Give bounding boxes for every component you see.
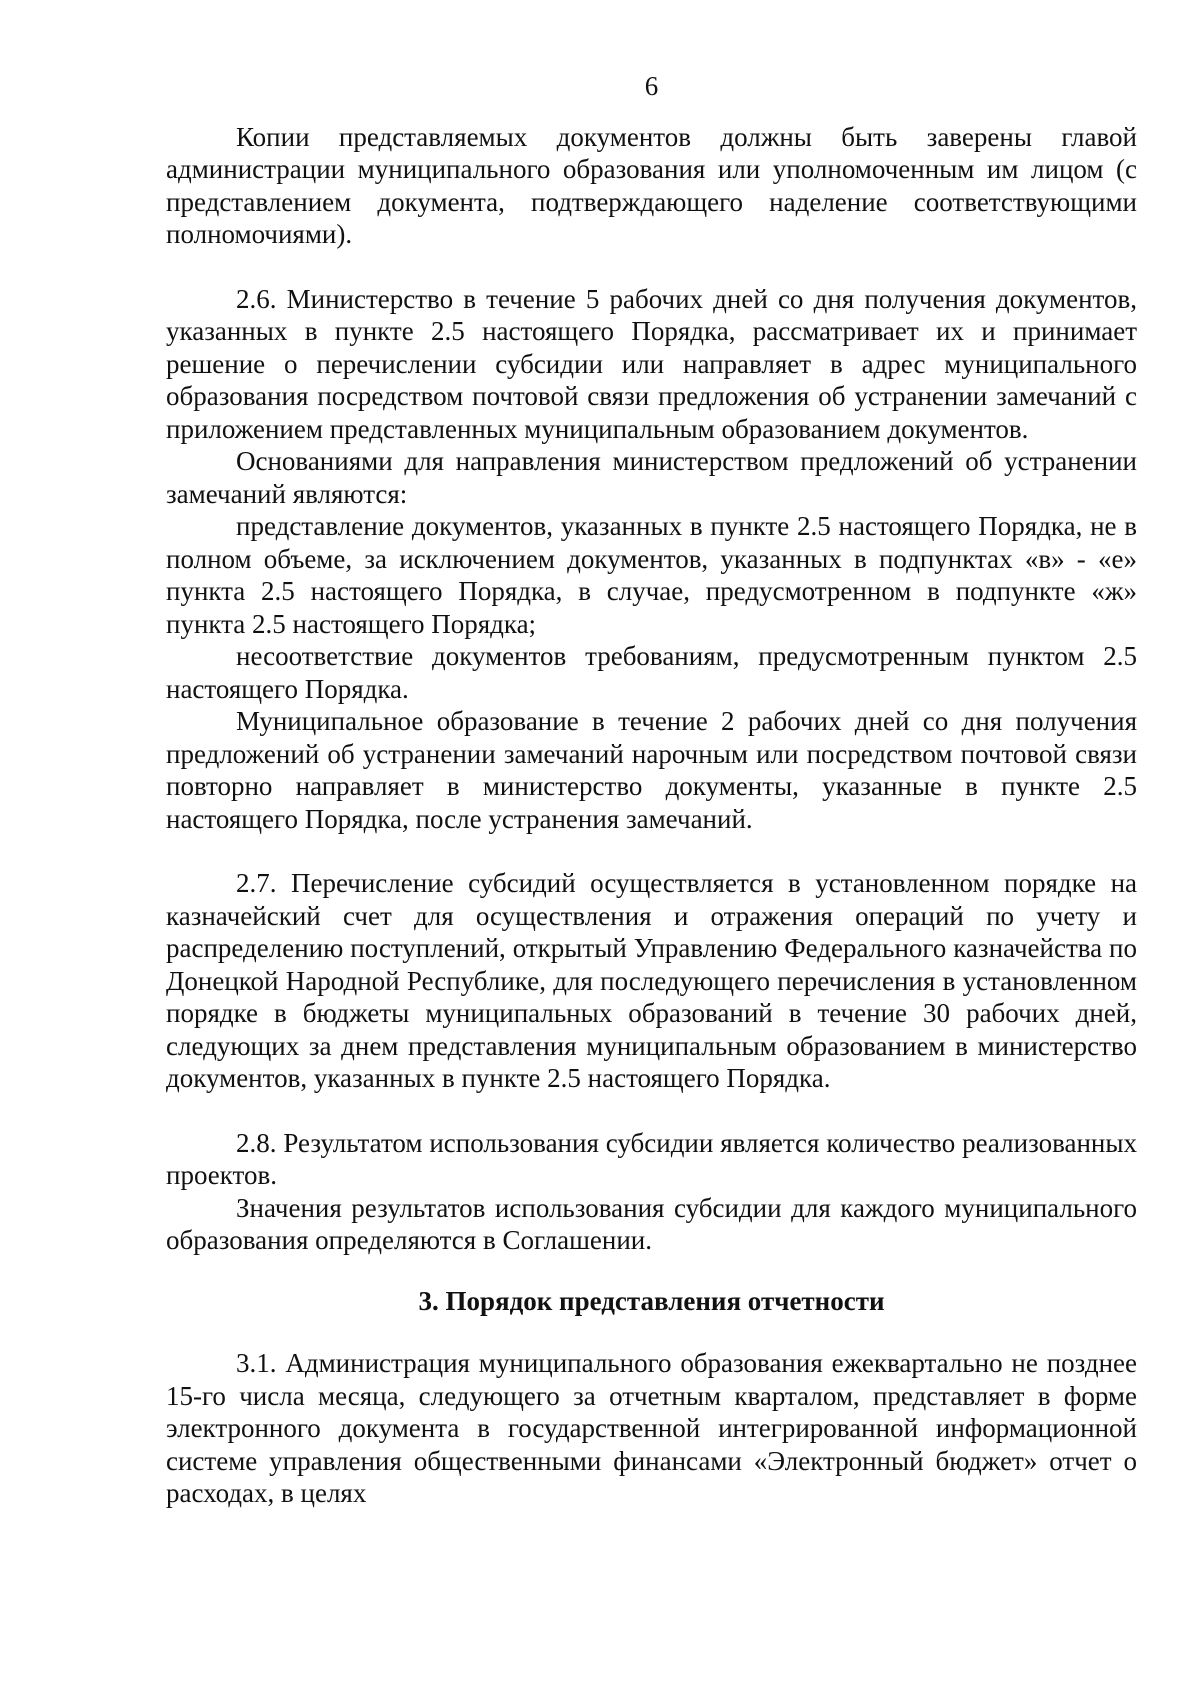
paragraph-2-8: 2.8. Результатом использования субсидии является количество реализованных проектов. bbox=[166, 1127, 1137, 1190]
paragraph-resubmission: Муниципальное образование в течение 2 рабочих дней со дня получения предложений об устранении замечаний нарочным или посредством почтовой связи повторно направляет в министерство документы, указанные в пункте 2.5 настоящего Порядка, после устранения замечаний. bbox=[166, 706, 1137, 834]
paragraph-2-6: 2.6. Министерство в течение 5 рабочих дней со дня получения документов, указанных в пункте 2.5 настоящего Порядка, рассматривает их и принимает решение о перечислении субсидии или направляет в адрес муниципального образования посредством почтовой связи предложения об устранении замечаний с приложением представленных муниципальным образованием документов. bbox=[166, 283, 1137, 444]
paragraph-nonconformity: несоответствие документов требованиям, предусмотренным пунктом 2.5 настоящего Порядка. bbox=[166, 641, 1137, 704]
document-page bbox=[166, 70, 1137, 1510]
page-number: 6 bbox=[644, 71, 659, 101]
paragraph-incomplete-documents: представление документов, указанных в пункте 2.5 настоящего Порядка, не в полном объеме, за исключением документов, указанных в подпунктах «в» - «е» пункта 2.5 настоящего Порядка, в случае, предусмотренном в подпункте «ж» пункта 2.5 настоящего Порядка; bbox=[166, 511, 1137, 639]
section-heading: 3. Порядок представления отчетности bbox=[418, 1285, 885, 1316]
paragraph-2-7: 2.7. Перечисление субсидий осуществляется в установленном порядке на казначейский счет для осуществления и отражения операций по учету и распределению поступлений, открытый Управлению Федерального казначейства по Донецкой Народной Республике, для последующего перечисления в установленном порядке в бюджеты муниципальных образований в течение 30 рабочих дней, следующих за днем представления муниципальным образованием в министерство документов, указанных в пункте 2.5 настоящего Порядка. bbox=[166, 868, 1137, 1093]
paragraph-copies: Копии представляемых документов должны быть заверены главой администрации муниципального образования или уполномоченным им лицом (с представлением документа, подтверждающего наделение соответствующими полномочиями). bbox=[166, 121, 1137, 249]
paragraph-grounds: Основаниями для направления министерством предложений об устранении замечаний являются: bbox=[166, 446, 1137, 509]
paragraph-result-values: Значения результатов использования субсидии для каждого муниципального образования определяются в Соглашении. bbox=[166, 1192, 1137, 1255]
paragraph-3-1: 3.1. Администрация муниципального образования ежеквартально не позднее 15-го числа месяца, следующего за отчетным кварталом, представляет в форме электронного документа в государственной интегрированной информационной системе управления общественными финансами «Электронный бюджет» отчет о расходах, в целях bbox=[166, 1348, 1137, 1508]
